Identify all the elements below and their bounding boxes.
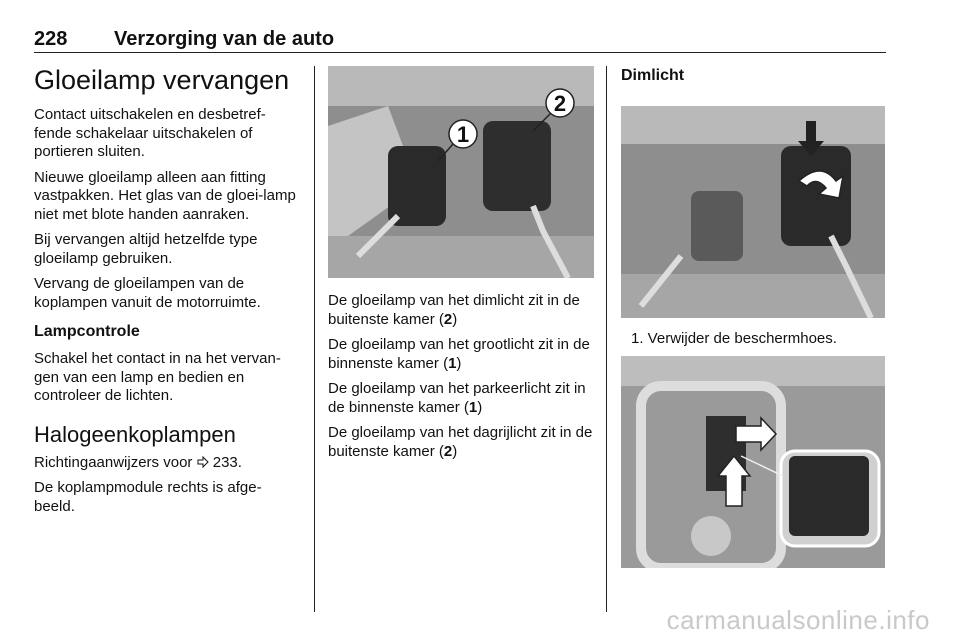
page-reference-arrow-icon[interactable] xyxy=(197,456,209,468)
section-heading-dimlicht: Dimlicht xyxy=(621,67,685,84)
paragraph: Contact uitschakelen en desbetref-fende schakelaar uitschakelen of portieren sluiten. xyxy=(34,106,266,160)
caption-1: De gloeilamp van het dimlicht zit in de buitenste kamer (2) xyxy=(328,292,580,328)
column-right xyxy=(621,66,887,568)
dimlicht-cover-photo xyxy=(621,106,885,318)
figure-label-2: 2 xyxy=(553,91,567,116)
column-middle xyxy=(328,66,594,468)
sub-heading: Lampcontrole xyxy=(34,323,140,340)
section-heading: Halogeenkoplampen xyxy=(34,421,236,447)
watermark: carmanualsonline.info xyxy=(666,605,930,635)
headlamp-module-photo xyxy=(328,66,594,278)
paragraph: Bij vervangen altijd hetzelfde type gloeilamp gebruiken. xyxy=(34,231,258,267)
page-header xyxy=(34,28,886,53)
column-divider xyxy=(314,66,315,612)
chapter-title: Verzorging van de auto xyxy=(114,28,335,50)
cover-removal-photo xyxy=(621,356,885,568)
caption-4: De gloeilamp van het dagrijlicht zit in de buitenste kamer (2) xyxy=(328,424,593,460)
column-divider xyxy=(606,66,607,612)
figure-label-1: 1 xyxy=(456,122,470,147)
reference-text: Richtingaanwijzers voor xyxy=(34,453,193,471)
reference-page[interactable]: 233. xyxy=(212,453,242,471)
paragraph: Vervang de gloeilampen van de koplampen vanuit de motorruimte. xyxy=(34,275,261,311)
paragraph: Nieuwe gloeilamp alleen aan fitting vastpakken. Het glas van de gloei-lamp niet met blote handen aanraken. xyxy=(34,168,296,223)
reference-line xyxy=(34,454,302,473)
caption-3: De gloeilamp van het parkeerlicht zit in de binnenste kamer (1) xyxy=(328,380,586,416)
column-left xyxy=(34,64,302,523)
page-number: 228 xyxy=(34,28,68,50)
section-title: Gloeilamp vervangen xyxy=(34,65,290,95)
paragraph: De koplampmodule rechts is afge-beeld. xyxy=(34,479,262,515)
step-1: 1. Verwijder de beschermhoes. xyxy=(631,330,837,347)
caption-2: De gloeilamp van het grootlicht zit in de binnenste kamer (1) xyxy=(328,336,590,372)
paragraph: Schakel het contact in na het vervan-gen van een lamp en bedien en controleer de lichten. xyxy=(34,350,281,404)
